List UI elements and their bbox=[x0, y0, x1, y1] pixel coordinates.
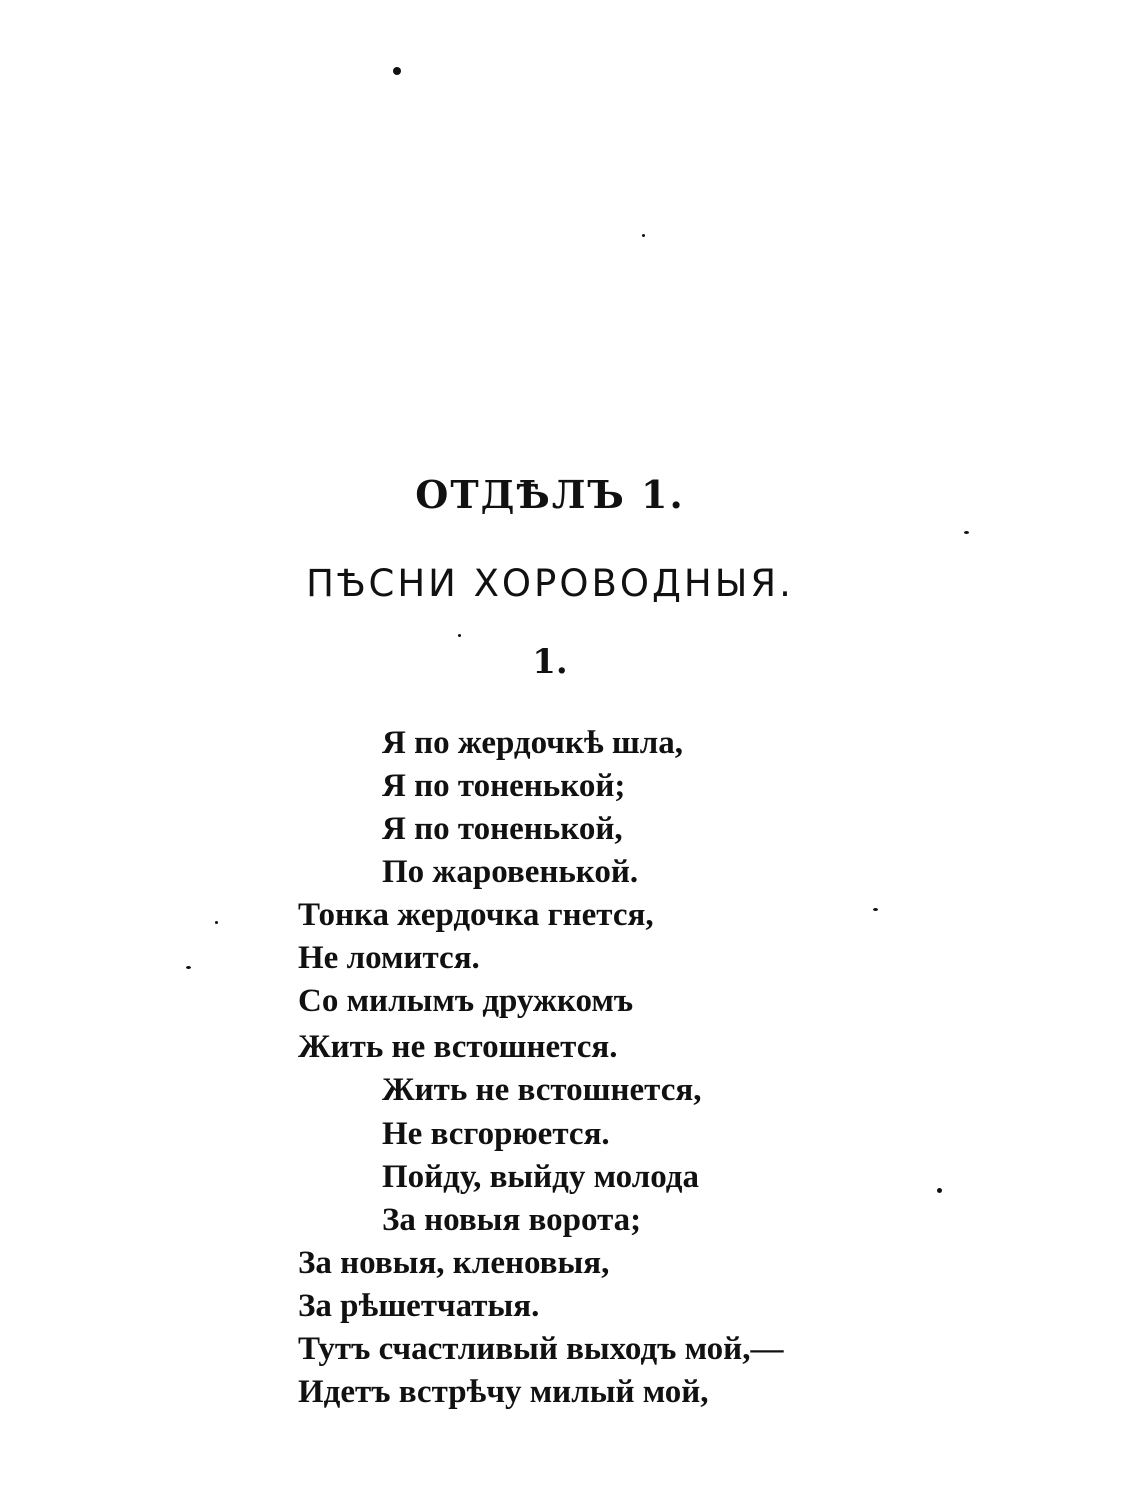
poem-line: По жаровенькой. bbox=[382, 854, 639, 890]
poem-line: Жить не встошнется. bbox=[298, 1029, 618, 1065]
poem-line: Я по тоненькой; bbox=[382, 768, 626, 804]
poem-line: Тонка жердочка гнется, bbox=[298, 897, 654, 933]
section-heading: ОТДѢЛЪ 1. bbox=[415, 472, 685, 517]
poem-line: Тутъ счастливый выходъ мой,— bbox=[298, 1331, 784, 1367]
poem-line: Не ломится. bbox=[298, 940, 480, 976]
page-title: ПѢСНИ ХОРОВОДНЫЯ. bbox=[306, 562, 794, 605]
poem-line: Не всгорюется. bbox=[382, 1116, 610, 1152]
poem-line: Со милымъ дружкомъ bbox=[298, 983, 634, 1019]
poem-line: Пойду, выйду молода bbox=[382, 1159, 699, 1195]
poem-line: Я по тоненькой, bbox=[382, 811, 623, 847]
poem-line: Идетъ встрѣчу милый мой, bbox=[298, 1374, 709, 1410]
poem-line: За рѣшетчатыя. bbox=[298, 1288, 540, 1324]
poem-line: За новыя ворота; bbox=[382, 1202, 642, 1238]
poem-line: За новыя, кленовыя, bbox=[298, 1245, 610, 1281]
poem-line: Я по жердочкѣ шла, bbox=[382, 725, 684, 761]
poem-line: Жить не встошнется, bbox=[382, 1072, 702, 1108]
poem-number: 1. bbox=[532, 642, 568, 682]
